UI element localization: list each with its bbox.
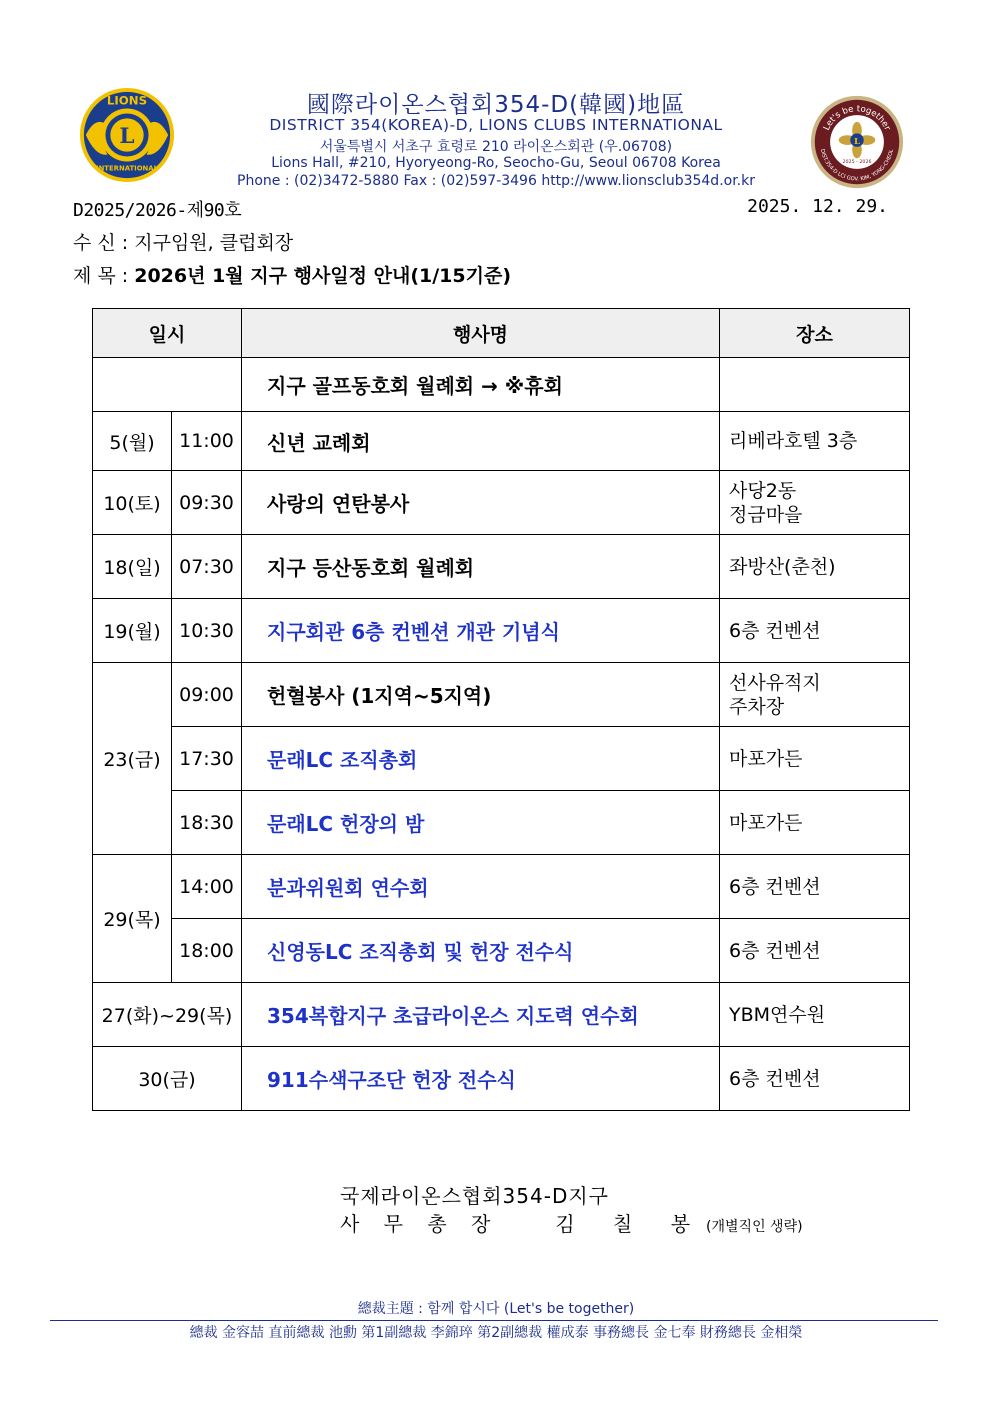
emblem-letter: L	[853, 136, 861, 147]
place-cell: 마포가든	[720, 727, 910, 791]
org-title: 國際라이온스협회354-D(韓國)地區	[306, 92, 686, 118]
day-cell: 10(토)	[93, 471, 172, 535]
place-cell: 마포가든	[720, 791, 910, 855]
table-row	[93, 855, 910, 919]
address-english: Lions Hall, #210, Hyoryeong-Ro, Seocho-Gu, Seoul 06708 Korea	[271, 155, 721, 171]
place-line: 선사유적지	[729, 671, 821, 694]
day-cell: 27(화)~29(목)	[93, 983, 242, 1047]
time-cell: 11:00	[172, 412, 242, 471]
place-cell: 좌방산(춘천)	[720, 535, 910, 599]
place-cell: 6층 컨벤션	[720, 599, 910, 663]
time-cell: 09:00	[172, 663, 242, 727]
event-cell: 지구 골프동호회 월례회 → ※휴회	[242, 358, 720, 412]
document-number: D2025/2026-제90호	[73, 200, 242, 221]
table-row	[93, 599, 910, 663]
table-row	[93, 663, 910, 727]
table-row	[93, 791, 910, 855]
table-row	[93, 358, 910, 412]
event-cell: 문래LC 조직총회	[242, 727, 720, 791]
footer-divider	[50, 1320, 938, 1321]
district-emblem	[809, 94, 905, 190]
emblem-ring-text: DIST.354-D LCI GOV. KIM, YONG-CHEOL	[818, 148, 896, 183]
address-korean: 서울특별시 서초구 효령로 210 라이온스회관 (우.06708)	[319, 139, 673, 155]
place-cell	[720, 663, 910, 727]
day-cell: 5(월)	[93, 412, 172, 471]
day-cell: 30(금)	[93, 1047, 242, 1111]
day-cell: 23(금)	[93, 663, 172, 855]
time-cell: 18:00	[172, 919, 242, 983]
signature-org: 국제라이온스협회354-D지구	[340, 1184, 609, 1208]
document-date: 2025. 12. 29.	[747, 196, 888, 217]
footer-motto: 總裁主題 : 함께 합시다 (Let's be together)	[357, 1301, 635, 1317]
header-event: 행사명	[242, 309, 720, 358]
place-cell	[720, 471, 910, 535]
day-cell: 18(일)	[93, 535, 172, 599]
table-header-row	[93, 309, 910, 358]
place-cell: 6층 컨벤션	[720, 1047, 910, 1111]
time-cell: 17:30	[172, 727, 242, 791]
place-line: 정금마을	[729, 503, 803, 526]
event-cell: 354복합지구 초급라이온스 지도력 연수회	[242, 983, 720, 1047]
event-cell: 신영동LC 조직총회 및 헌장 전수식	[242, 919, 720, 983]
day-cell: 19(월)	[93, 599, 172, 663]
header-datetime: 일시	[93, 309, 242, 358]
emblem-slogan: Let's be together	[821, 104, 893, 133]
table-row	[93, 471, 910, 535]
event-cell: 지구회관 6층 컨벤션 개관 기념식	[242, 599, 720, 663]
place-cell: 리베라호텔 3층	[720, 412, 910, 471]
subject-label: 제 목 :	[73, 265, 135, 287]
signature-note: (개별직인 생략)	[706, 1219, 803, 1235]
table-row	[93, 919, 910, 983]
time-cell: 10:30	[172, 599, 242, 663]
day-cell: 29(목)	[93, 855, 172, 983]
place-line: 사당2동	[729, 479, 797, 502]
table-row	[93, 412, 910, 471]
event-cell: 문래LC 헌장의 밤	[242, 791, 720, 855]
place-cell: YBM연수원	[720, 983, 910, 1047]
recipient-value: 지구임원, 클럽회장	[134, 232, 294, 254]
schedule-table	[92, 308, 910, 1111]
time-cell: 14:00	[172, 855, 242, 919]
event-cell: 분과위원회 연수회	[242, 855, 720, 919]
event-cell: 헌혈봉사 (1지역~5지역)	[242, 663, 720, 727]
subject-line	[73, 261, 511, 288]
signature-line	[340, 1208, 803, 1237]
place-cell	[720, 358, 910, 412]
event-cell: 지구 등산동호회 월례회	[242, 535, 720, 599]
lions-logo-letter: L	[119, 123, 135, 149]
table-row	[93, 983, 910, 1047]
place-cell: 6층 컨벤션	[720, 919, 910, 983]
time-cell: 18:30	[172, 791, 242, 855]
signature-title: 사 무 총 장	[340, 1212, 500, 1236]
time-cell: 07:30	[172, 535, 242, 599]
place-line: 주차장	[729, 695, 785, 718]
event-cell: 신년 교례회	[242, 412, 720, 471]
event-cell: 911수색구조단 헌장 전수식	[242, 1047, 720, 1111]
emblem-year: 2025 - 2026	[842, 160, 872, 166]
table-row	[93, 727, 910, 791]
place-cell: 6층 컨벤션	[720, 855, 910, 919]
table-row	[93, 535, 910, 599]
time-cell: 09:30	[172, 471, 242, 535]
table-row	[93, 1047, 910, 1111]
district-english: DISTRICT 354(KOREA)-D, LIONS CLUBS INTERNATIONAL	[269, 116, 723, 134]
recipient-label: 수 신 :	[73, 232, 135, 254]
recipient-line	[73, 228, 293, 255]
signature-name: 김 칠 봉	[555, 1212, 707, 1236]
footer-officers: 總裁 金容喆 直前總裁 池勳 第1副總裁 李錦琗 第2副總裁 權成泰 事務總長 金七奉 財務總長 金相榮	[189, 1325, 803, 1341]
subject-value: 2026년 1월 지구 행사일정 안내(1/15기준)	[134, 265, 512, 287]
contact-line: Phone : (02)3472-5880 Fax : (02)597-3496 http://www.lionsclub354d.or.kr	[237, 173, 755, 189]
lions-logo-bottom-text: INTERNATIONAL	[96, 164, 158, 173]
event-cell: 사랑의 연탄봉사	[242, 471, 720, 535]
lions-logo-top-text: LIONS	[106, 93, 148, 108]
header-place: 장소	[720, 309, 910, 358]
